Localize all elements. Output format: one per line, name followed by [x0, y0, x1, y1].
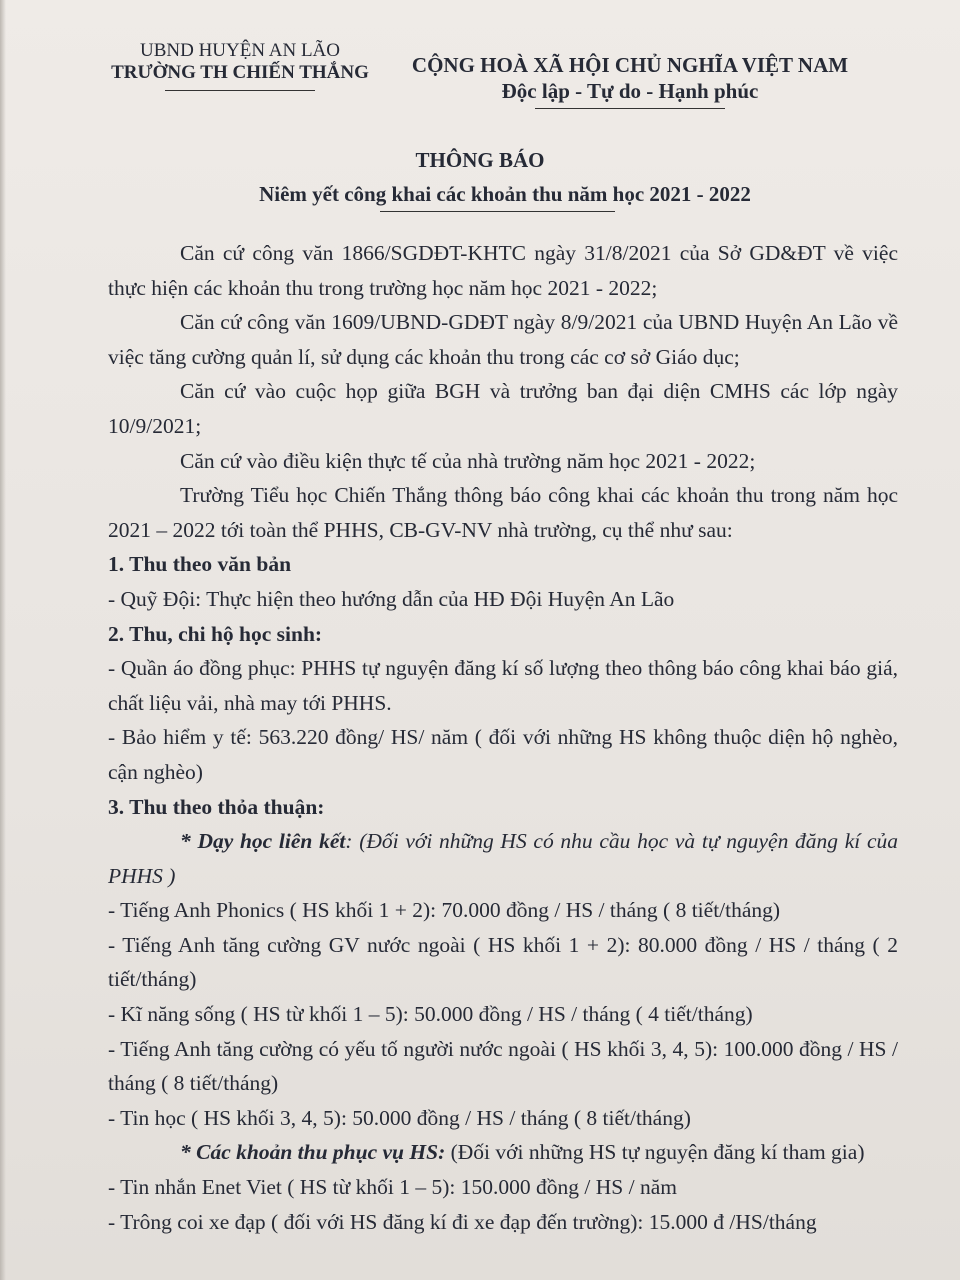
fee-item: - Tin nhắn Enet Viet ( HS từ khối 1 – 5): 150.000 đồng / HS / năm: [108, 1175, 677, 1200]
section-3-heading: 3. Thu theo thỏa thuận:: [108, 794, 325, 819]
document-subtitle: [0, 182, 960, 212]
national-motto: Độc lập - Tự do - Hạnh phúc: [501, 79, 759, 103]
subsection-note: : (Đối với những HS có nhu cầu học và tự nguyện đăng kí của PHHS ): [108, 829, 898, 888]
section-2-heading: 2. Thu, chi hộ học sinh:: [108, 621, 323, 646]
subtitle-underline: [380, 211, 615, 212]
section-2-item: - Quần áo đồng phục: PHHS tự nguyện đăng kí số lượng theo thông báo công khai báo giá, chất liệu vải, nhà may tới PHHS.: [108, 656, 898, 715]
subsection-label: * Dạy học liên kết: [180, 829, 346, 854]
fee-item: - Tiếng Anh tăng cường có yếu tố người nước ngoài ( HS khối 3, 4, 5): 100.000 đồng / HS / tháng ( 8 tiết/tháng): [108, 1036, 898, 1096]
paragraph-3: Căn cứ vào cuộc họp giữa BGH và trưởng ban đại diện CMHS các lớp ngày 10/9/2021;: [108, 379, 898, 438]
header-left: [100, 40, 380, 91]
paragraph-2: Căn cứ công văn 1609/UBND-GDĐT ngày 8/9/2021 của UBND Huyện An Lão về việc tăng cường quản lí, sử dụng các khoản thu trong các cơ sở Giáo dục;: [108, 310, 898, 369]
subsection-linked-teaching: [108, 824, 898, 893]
paragraph-1: Căn cứ công văn 1866/SGDĐT-KHTC ngày 31/8/2021 của Sở GD&ĐT về việc thực hiện các khoản thu trong trường học năm học 2021 - 2022;: [108, 241, 898, 300]
header-right: [410, 52, 850, 109]
subsection-note: (Đối với những HS tự nguyện đăng kí tham gia): [445, 1140, 865, 1165]
paragraph-4: Căn cứ vào điều kiện thực tế của nhà trường năm học 2021 - 2022;: [180, 448, 756, 473]
header-right-underline: [535, 108, 725, 109]
section-1-item: - Quỹ Đội: Thực hiện theo hướng dẫn của HĐ Đội Huyện An Lão: [108, 586, 675, 611]
school-name: TRƯỜNG TH CHIẾN THẮNG: [111, 62, 369, 83]
section-1-heading: 1. Thu theo văn bản: [108, 552, 292, 577]
fee-item: - Trông coi xe đạp ( đối với HS đăng kí đi xe đạp đến trường): 15.000 đ /HS/tháng: [108, 1209, 817, 1234]
fee-item: - Tin học ( HS khối 3, 4, 5): 50.000 đồng / HS / tháng ( 8 tiết/tháng): [108, 1105, 691, 1130]
subsection-label: * Các khoản thu phục vụ HS:: [180, 1140, 446, 1165]
header-left-underline: [165, 90, 315, 91]
document-body: [108, 236, 898, 1239]
section-2-item: - Bảo hiểm y tế: 563.220 đồng/ HS/ năm ( đối với những HS không thuộc diện hộ nghèo, cận nghèo): [108, 725, 898, 784]
subsection-student-services: [108, 1135, 898, 1170]
fee-item: - Tiếng Anh Phonics ( HS khối 1 + 2): 70.000 đồng / HS / tháng ( 8 tiết/tháng): [108, 898, 781, 923]
district-name: UBND HUYỆN AN LÃO: [139, 40, 341, 61]
national-title: CỘNG HOÀ XÃ HỘI CHỦ NGHĨA VIỆT NAM: [411, 53, 849, 77]
paragraph-5: Trường Tiểu học Chiến Thắng thông báo công khai các khoản thu trong năm học 2021 – 2022 tới toàn thể PHHS, CB-GV-NV nhà trường, cụ thể như sau:: [108, 483, 898, 542]
subtitle-text: Niêm yết công khai các khoản thu năm học 2021 - 2022: [259, 182, 751, 206]
fee-item: - Kĩ năng sống ( HS từ khối 1 – 5): 50.000 đồng / HS / tháng ( 4 tiết/tháng): [108, 1002, 753, 1027]
fee-item: - Tiếng Anh tăng cường GV nước ngoài ( HS khối 1 + 2): 80.000 đồng / HS / tháng ( 2 tiết/tháng): [108, 932, 898, 992]
document-title: THÔNG BÁO: [415, 148, 545, 172]
